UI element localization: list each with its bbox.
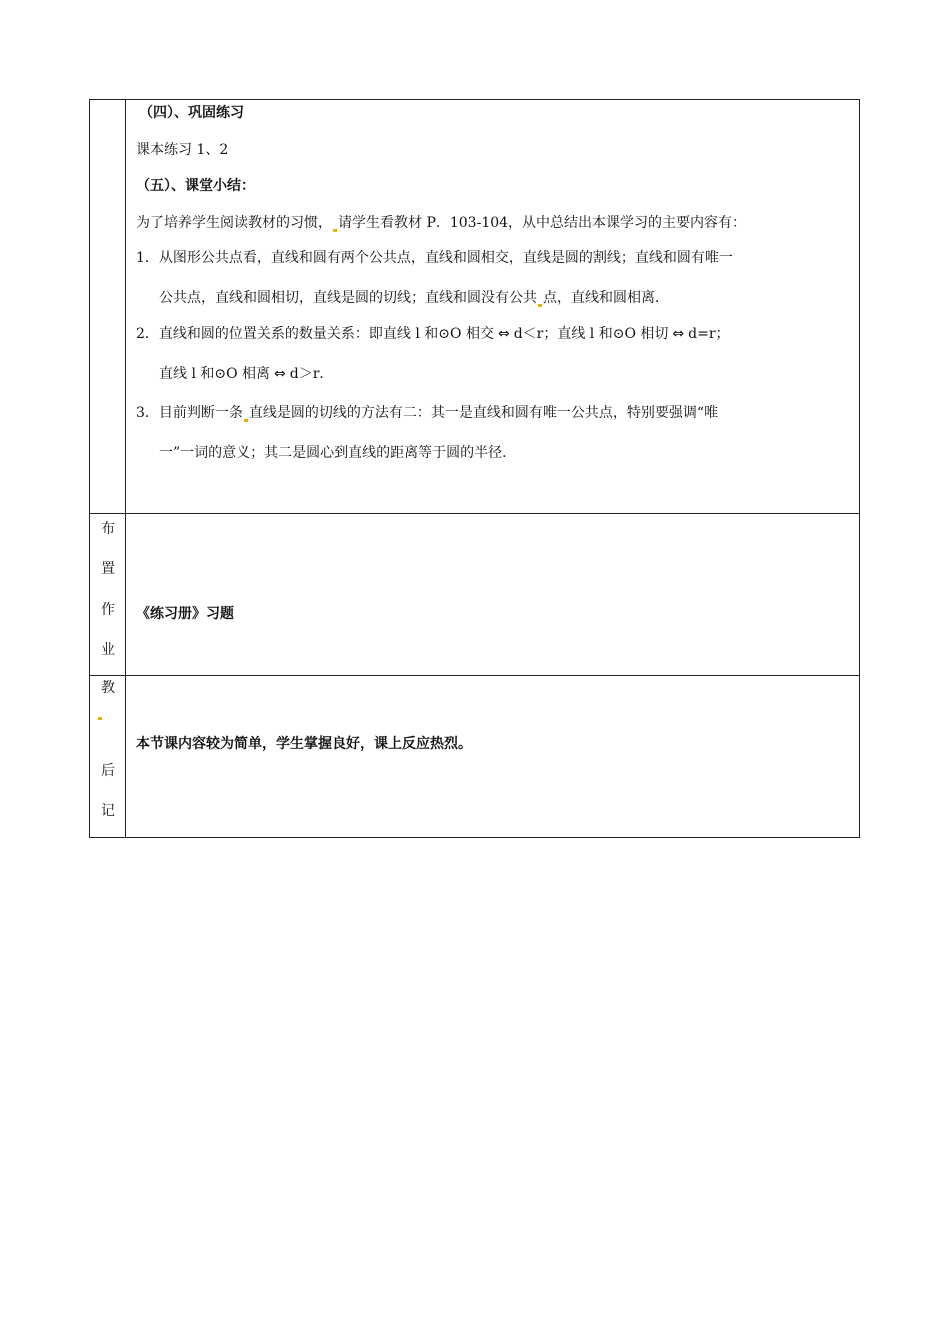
equivalence-arrow-icon: ⇔ xyxy=(274,366,286,382)
homework-content-cell xyxy=(126,514,859,675)
section4-exercise: 课本练习 1、2 xyxy=(136,142,229,158)
summary-item-1-line-2-part-b: 点，直线和圆相离． xyxy=(543,290,669,306)
summary-item-2-line-2-part-a: 直线 l 和⊙O 相离 xyxy=(159,366,271,382)
summary-item-3-line-1-part-b: 直线是圆的切线的方法有二：其一是直线和圆有唯一公共点，特别要强调“唯 xyxy=(248,405,719,421)
reflection-label-char: 教 xyxy=(101,680,115,696)
homework-label-char: 布 xyxy=(101,521,115,537)
summary-item-3-line-1-part-a: 3．目前判断一条 xyxy=(136,405,243,421)
summary-item-1-line-2 xyxy=(159,289,669,307)
summary-item-2-line-2-part-b: d＞r． xyxy=(289,366,334,382)
edit-mark-icon xyxy=(244,419,248,422)
section5-intro-part-a: 为了培养学生阅读教材的习惯， xyxy=(136,215,332,231)
summary-item-1-line-1: 1．从图形公共点看，直线和圆有两个公共点，直线和圆相交，直线是圆的割线；直线和圆有唯一 xyxy=(136,250,733,266)
homework-label-char: 业 xyxy=(101,642,115,658)
section5-intro-part-b: 请学生看教材 P．103-104，从中总结出本课学习的主要内容有： xyxy=(338,215,747,231)
summary-item-3-line-1 xyxy=(136,404,718,422)
edit-mark-icon xyxy=(333,229,337,232)
reflection-row xyxy=(90,676,859,837)
summary-item-2-line-1-part-a: 2．直线和圆的位置关系的数量关系：即直线 l 和⊙O 相交 xyxy=(136,326,494,342)
equivalence-arrow-icon: ⇔ xyxy=(497,326,510,342)
summary-row xyxy=(90,100,859,514)
summary-item-2-line-1 xyxy=(136,325,730,343)
reflection-label-char: 后 xyxy=(101,763,115,779)
reflection-content: 本节课内容较为简单，学生掌握良好，课上反应热烈。 xyxy=(136,736,472,752)
homework-label-char: 置 xyxy=(101,561,115,577)
summary-label-cell xyxy=(90,100,126,513)
section5-heading: （五）、课堂小结： xyxy=(136,178,255,194)
reflection-label-char: 记 xyxy=(101,803,115,819)
summary-item-3-line-2: 一”一词的意义；其二是圆心到直线的距离等于圆的半径． xyxy=(159,445,517,461)
summary-item-2-line-1-part-c: d=r； xyxy=(688,326,730,342)
summary-item-1-line-2-part-a: 公共点，直线和圆相切，直线是圆的切线；直线和圆没有公共 xyxy=(159,290,537,306)
reflection-label-cell xyxy=(90,676,126,837)
summary-content-cell xyxy=(126,100,859,513)
equivalence-arrow-icon: ⇔ xyxy=(672,326,685,342)
summary-item-2-line-2 xyxy=(159,365,333,383)
section4-heading: （四）、巩固练习 xyxy=(139,105,244,121)
section5-intro xyxy=(136,214,746,232)
homework-label-cell xyxy=(90,514,126,675)
homework-label-char: 作 xyxy=(101,602,115,618)
edit-mark-icon xyxy=(538,304,542,307)
edit-mark-icon xyxy=(98,717,102,720)
summary-item-2-line-1-part-b: d＜r；直线 l 和⊙O 相切 xyxy=(513,326,669,342)
homework-row xyxy=(90,514,859,676)
reflection-content-cell xyxy=(126,676,859,837)
homework-content: 《练习册》习题 xyxy=(136,606,234,622)
lesson-table xyxy=(89,99,860,838)
